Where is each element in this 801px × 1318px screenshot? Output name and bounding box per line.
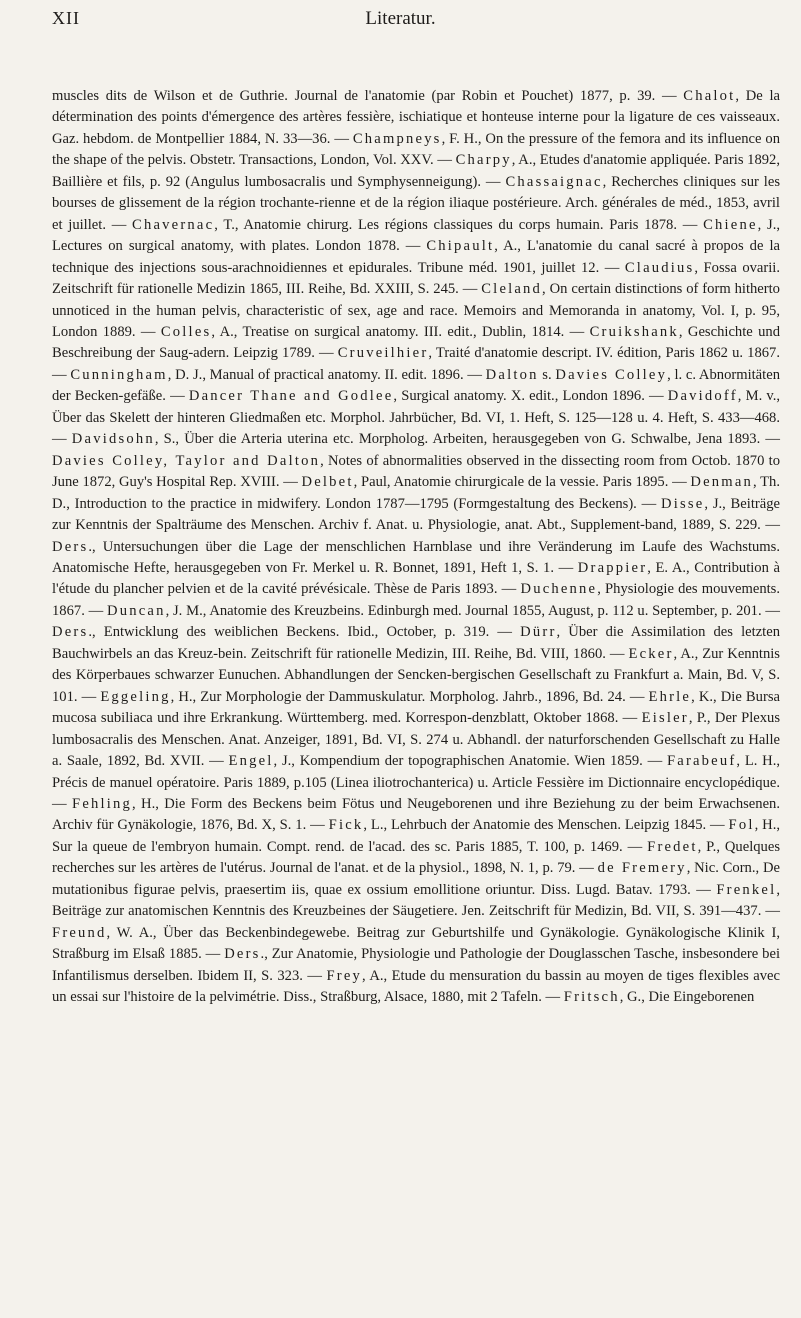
author-name: Davidoff bbox=[667, 388, 738, 405]
text-segment: , H., Die Form des Beckens beim Fötus und Neugeborenen und ihre Beziehung zu der beim Erwachsenen. Archiv für Gynäkologie, 1876, Bd. X, S. 1. — bbox=[52, 795, 780, 834]
page-number: XII bbox=[52, 8, 80, 28]
author-name: Ders bbox=[52, 538, 89, 555]
text-segment: , A., L'anatomie du canal sacré à propos de la technique des injections sous-arachnoidiennes et epidurales. Tribune méd. 1901, juillet 12. — bbox=[52, 238, 781, 276]
author-name: Cruikshank bbox=[589, 323, 679, 340]
author-name: Charpy bbox=[455, 152, 512, 169]
author-name: Cleland bbox=[481, 281, 543, 298]
text-segment: , P., Der Plexus lumbosacralis des Menschen. Anat. Anzeiger, 1891, Bd. VI, S. 274 u. Abhandl. der naturforschenden Gesellschaft zu Halle a. Saale, 1892, Bd. XVII. — bbox=[52, 710, 781, 770]
author-name: Ders bbox=[224, 946, 261, 963]
author-name: Fehling bbox=[72, 795, 132, 812]
author-name: Cunningham bbox=[70, 366, 168, 383]
author-name: Claudius bbox=[624, 259, 695, 276]
text-segment: , K., Die Bursa mucosa subiliaca und ihre Erkrankung. Württemberg. med. Korrespon-denzblatt, Oktober 1868. — bbox=[52, 688, 780, 727]
running-head: Literatur. bbox=[365, 8, 436, 29]
author-name: Freund bbox=[52, 924, 107, 941]
author-name: Colles bbox=[160, 323, 212, 340]
author-name: Eisler bbox=[641, 710, 689, 727]
author-name: Denman bbox=[690, 474, 754, 491]
text-segment: , A., Etude du mensuration du bassin au moyen de tiges flexibles avec un essai sur l'histoire de la pelvimétrie. Diss., Straßburg, Alsace, 1880, mit 2 Tafeln. — bbox=[52, 967, 780, 1006]
author-name: Ecker bbox=[628, 645, 674, 662]
author-name: Eggeling bbox=[100, 688, 171, 705]
text-segment: , l. c. Abnormitäten der Becken-gefäße. — bbox=[52, 366, 780, 405]
text-segment: ., Entwicklung des weiblichen Beckens. Ibid., October, p. 319. — bbox=[88, 624, 521, 641]
author-name: Cruveilhier bbox=[337, 345, 429, 362]
author-name: Farabeuf bbox=[666, 753, 737, 770]
text-segment: , H., Zur Morphologie der Dammuskulatur. Morpholog. Jahrb., 1896, Bd. 24. — bbox=[170, 688, 649, 705]
author-name: Frenkel bbox=[716, 881, 777, 898]
text-segment: , J., Kompendium der topographischen Anatomie. Wien 1859. — bbox=[273, 753, 667, 770]
text-segment: , D. J., Manual of practical anatomy. II. edit. 1896. — bbox=[167, 366, 486, 383]
author-name: Disse bbox=[660, 495, 705, 512]
text-segment: , L. H., Précis de manuel opératoire. Paris 1889, p.105 (Linea iliotrochanterica) u. Article Fessière im Dictionnaire encyclopédique. — bbox=[52, 753, 780, 812]
text-segment: , Nic. Corn., De mutationibus figurae pelvis, praesertim iis, quae ex ossium emollitione oriuntur. Diss. Lugd. Batav. 1793. — bbox=[52, 860, 780, 898]
author-name: Ders bbox=[52, 624, 89, 641]
author-name: Champneys bbox=[352, 130, 442, 147]
author-name: Duchenne bbox=[520, 581, 598, 598]
text-segment: , W. A., Über das Beckenbindegewebe. Beitrag zur Geburtshilfe und Gynäkologie. Gynäkologische Klinik I, Straßburg im Elsaß 1885. — bbox=[52, 924, 780, 963]
author-name: Fol bbox=[728, 817, 755, 834]
text-segment: , Traité d'anatomie descript. IV. édition, Paris 1862 u. 1867. — bbox=[52, 345, 780, 383]
author-name: Fick bbox=[328, 817, 364, 834]
text-segment: , T., Anatomie chirurg. Les régions classiques du corps humain. Paris 1878. — bbox=[214, 216, 704, 233]
text-segment: , Über die Assimilation des letzten Bauchwirbels an das Kreuz-bein. Zeitschrift für rationelle Medizin, III. Reihe, Bd. VIII, 1860. — bbox=[52, 624, 780, 662]
author-name: Chiene bbox=[703, 216, 758, 233]
text-segment: ., Zur Anatomie, Physiologie und Pathologie der Douglasschen Tasche, insbesondere bei Infantilismus derselben. Ibidem II, S. 323. — bbox=[52, 946, 780, 984]
text-segment: , L., Lehrbuch der Anatomie des Menschen. Leipzig 1845. — bbox=[363, 817, 729, 834]
text-segment: , J., Lectures on surgical anatomy, with plates. London 1878. — bbox=[52, 216, 780, 255]
text-segment: , On certain distinctions of form hitherto unnoticed in the human pelvis, characteristic of sex, age and race. Memoirs and Memoranda in anatomy, Vol. I, p. 95, London 1889. — bbox=[52, 281, 780, 340]
text-segment: , S., Über die Arteria uterina etc. Morpholog. Arbeiten, herausgegeben von G. Schwalbe, Jena 1893. — bbox=[154, 431, 781, 448]
text-segment: , F. H., On the pressure of the femora and its influence on the shape of the pelvis. Obstetr. Transactions, London, Vol. XXV. — bbox=[52, 130, 780, 169]
author-name: Chalot bbox=[683, 88, 736, 104]
bibliography-text bbox=[52, 86, 780, 1008]
text-segment: , G., Die Eingeborenen bbox=[619, 989, 755, 1006]
author-name: de Fremery bbox=[597, 860, 687, 877]
text-segment: , A., Treatise on surgical anatomy. III. edit., Dublin, 1814. — bbox=[211, 323, 590, 340]
author-name: Duncan bbox=[106, 602, 166, 619]
author-name: Dürr bbox=[520, 624, 557, 641]
text-segment: , De la détermination des points d'émergence des artères fessière, ischiatique et honteuse interne pour la ligature de ces vaisseaux. Gaz. hebdom. de Montpellier 1884, N. 33—36. — bbox=[52, 88, 781, 147]
text-segment: , A., Zur Kenntnis des Körperbaues schwarzer Eunuchen. Abhandlungen der Sencken-bergischen Gesellschaft zu Frankfurt a. Main, Bd. V, S. 101. — bbox=[52, 645, 780, 705]
author-name: Chipault bbox=[426, 238, 495, 255]
author-name: Ehrle bbox=[648, 688, 692, 705]
author-name: Frey bbox=[326, 967, 363, 984]
author-name: Davies Colley, Taylor and Dalton bbox=[52, 452, 321, 469]
author-name: Engel bbox=[228, 753, 274, 770]
text-segment: , J. M., Anatomie des Kreuzbeins. Edinburgh med. Journal 1855, August, p. 112 u. September, p. 201. — bbox=[165, 602, 780, 619]
author-name: Drappier bbox=[577, 559, 648, 576]
author-name: Dancer Thane and Godlee bbox=[188, 388, 394, 405]
text-segment: , Surgical anatomy. X. edit., London 1896. — bbox=[393, 388, 668, 405]
author-name: Davidsohn bbox=[71, 431, 155, 448]
text-segment: , H., Sur la queue de l'embryon humain. Compt. rend. de l'acad. des sc. Paris 1885, T. 100, p. 1469. — bbox=[52, 817, 781, 855]
text-segment: muscles dits de Wilson et de Guthrie. Journal de l'anatomie (par Robin et Pouchet) 1877, p. 39. — bbox=[52, 88, 684, 104]
text-segment: , M. v., Über das Skelett der hinteren Gliedmaßen etc. Morphol. Jahrbücher, Bd. VI, 1. Heft, S. 125—128 u. 4. Heft, S. 433—468. — bbox=[52, 388, 781, 448]
author-name: Fredet bbox=[647, 838, 698, 855]
text-segment: , Fossa ovarii. Zeitschrift für rationelle Medizin 1865, III. Reihe, Bd. XXIII, S. 245. — bbox=[52, 259, 781, 298]
author-name: Davies Colley bbox=[555, 366, 668, 383]
text-segment: s. bbox=[538, 366, 556, 383]
author-name: Dalton bbox=[485, 366, 539, 383]
text-segment: , J., Beiträge zur Kenntnis der Spalträume des Menschen. Archiv f. Anat. u. Physiologie, anat. Abt., Supplement-band, 1889, S. 229. — bbox=[52, 495, 780, 534]
author-name: Fritsch bbox=[563, 989, 620, 1006]
text-segment: , Recherches cliniques sur les bourses de glissement de la région trochante-rienne et de la région iliaque postérieure. Arch. générales de méd., 1853, avril et juillet. — bbox=[52, 173, 781, 233]
bibliography-paragraph bbox=[52, 86, 780, 1008]
text-segment: ., Untersuchungen über die Lage der menschlichen Harnblase und ihre Veränderung im Laufe des Wachstums. Anatomische Hefte, herausgegeben von Fr. Merkel u. R. Bonnet, 1891, Heft 1, S. 1. — bbox=[52, 538, 780, 576]
author-name: Delbet bbox=[301, 474, 354, 491]
author-name: Chassaignac bbox=[505, 173, 603, 190]
text-segment: , Th. D., Introduction to the practice in midwifery. London 1787—1795 (Formgestaltung des Beckens). — bbox=[52, 474, 780, 512]
text-segment: , A., Etudes d'anatomie appliquée. Paris 1892, Baillière et fils, p. 92 (Angulus lumbosacralis und Symphysenneigung). — bbox=[52, 152, 781, 190]
text-segment: , E. A., Contribution à l'étude du plancher pelvien et de la cavité prévésicale. Thèse de Paris 1893. — bbox=[52, 559, 780, 598]
text-segment: , Physiologie des mouvements. 1867. — bbox=[52, 581, 780, 619]
text-segment: , Beiträge zur anatomischen Kenntnis des Kreuzbeines der Säugetiere. Jen. Zeitschrift für Medizin, Bd. VII, S. 391—437. — bbox=[52, 881, 780, 920]
text-segment: , P., Quelques recherches sur les artères de l'utérus. Journal de l'anat. et de la physiol., 1898, N. 1, p. 79. — bbox=[52, 838, 781, 877]
text-segment: , Paul, Anatomie chirurgicale de la vessie. Paris 1895. — bbox=[353, 474, 691, 491]
author-name: Chavernac bbox=[132, 216, 215, 233]
text-segment: , Notes of abnormalities observed in the dissecting room from Octob. 1870 to June 1872, Guy's Hospital Rep. XVIII. — bbox=[52, 452, 780, 491]
text-segment: , Geschichte und Beschreibung der Saug-adern. Leipzig 1789. — bbox=[52, 323, 780, 362]
